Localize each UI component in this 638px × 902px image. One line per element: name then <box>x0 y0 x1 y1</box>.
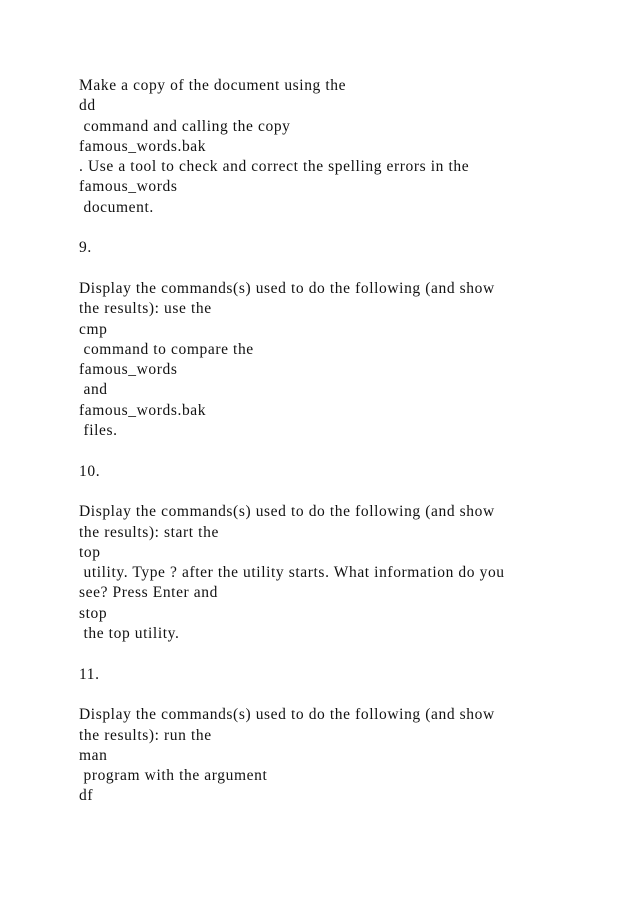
text-line: files. <box>79 422 118 440</box>
text-line: and <box>79 381 108 399</box>
document-text <box>79 76 579 807</box>
text-line: dd <box>79 97 96 115</box>
paragraph-item-9 <box>79 279 579 441</box>
text-line: the results): start the <box>79 523 219 541</box>
text-line: the top utility. <box>79 625 180 643</box>
text-line: famous_words <box>79 361 178 379</box>
paragraph-gap <box>79 685 579 705</box>
paragraph-item-10 <box>79 502 579 644</box>
text-line: famous_words <box>79 178 178 196</box>
text-line: top <box>79 543 101 561</box>
text-line: command and calling the copy <box>79 117 291 135</box>
text-line: document. <box>79 198 154 216</box>
paragraph-copy-document <box>79 76 579 218</box>
paragraph-gap <box>79 218 579 238</box>
text-line: Display the commands(s) used to do the following (and show <box>79 503 495 521</box>
text-line: Make a copy of the document using the <box>79 77 347 94</box>
text-line: utility. Type ? after the utility starts. What information do you <box>79 564 505 582</box>
text-line: the results): run the <box>79 726 212 744</box>
text-line: famous_words.bak <box>79 401 207 419</box>
text-line: program with the argument <box>79 767 268 785</box>
text-line: see? Press Enter and <box>79 584 218 602</box>
text-line: the results): use the <box>79 300 212 318</box>
paragraph-gap <box>79 441 579 461</box>
item-number-10: 10. <box>79 462 101 480</box>
paragraph-gap <box>79 482 579 502</box>
item-number-9: 9. <box>79 239 92 257</box>
text-line: cmp <box>79 320 108 338</box>
text-line: df <box>79 787 94 805</box>
text-line: Display the commands(s) used to do the following (and show <box>79 279 495 297</box>
text-line: man <box>79 746 108 764</box>
item-number-11: 11. <box>79 665 100 683</box>
paragraph-gap <box>79 644 579 664</box>
text-line: Display the commands(s) used to do the following (and show <box>79 706 495 724</box>
text-line: . Use a tool to check and correct the spelling errors in the <box>79 158 470 176</box>
text-line: command to compare the <box>79 340 254 358</box>
text-line: stop <box>79 604 108 622</box>
paragraph-item-11 <box>79 705 579 806</box>
text-line: famous_words.bak <box>79 137 207 155</box>
paragraph-gap <box>79 259 579 279</box>
